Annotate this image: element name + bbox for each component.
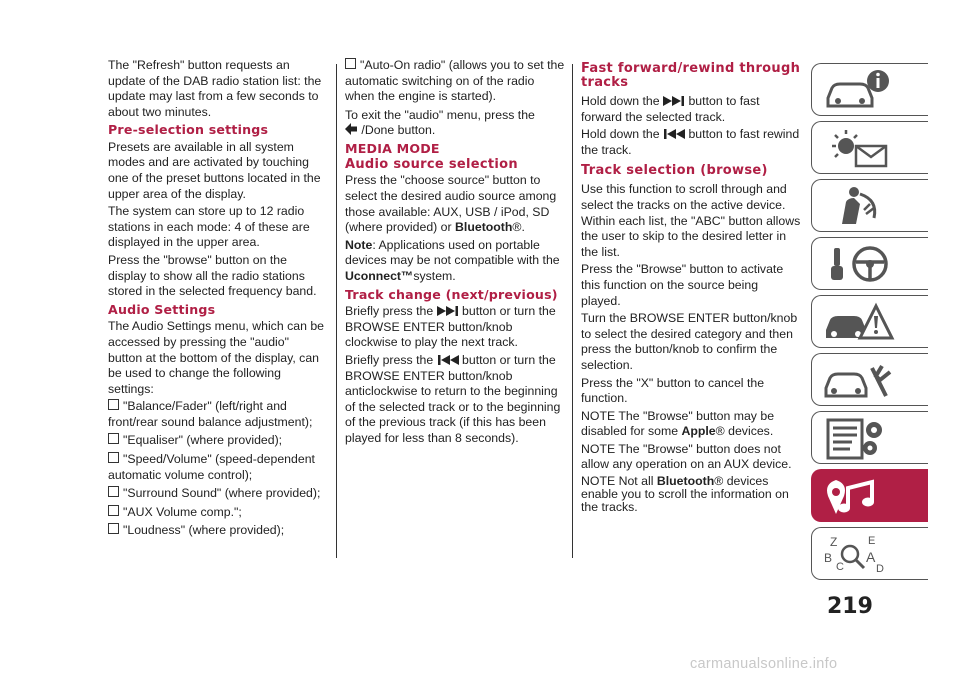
list-item: "Surround Sound" (where provided); [108,486,326,502]
bullet-box-icon [108,399,119,410]
tab-warning-lights[interactable] [811,121,928,174]
index-icon [820,532,900,576]
svg-text:C: C [836,561,844,573]
emergency-icon [820,300,900,344]
previous-track-icon [437,355,459,365]
tab-technical-data[interactable] [811,411,928,464]
list-item: "Loudness" (where provided); [108,523,326,539]
heading-track-selection-browse: Track selection (browse) [581,163,768,179]
watermark: carmanualsonline.info [690,656,838,672]
tab-emergency[interactable] [811,295,928,348]
warning-lights-icon [820,126,900,170]
tab-starting-driving[interactable] [811,237,928,290]
tab-multimedia[interactable] [811,469,928,522]
back-arrow-icon [345,123,358,135]
heading-audio-settings: Audio Settings [108,301,216,317]
bullet-box-icon [108,505,119,516]
starting-driving-icon [820,242,900,286]
paragraph: To exit the "audio" menu, press the /Done button. [345,107,535,138]
paragraph: Presets are available in all system modes and are activated by touching one of the preset buttons located in the upper area of the display. [108,139,321,201]
bullet-box-icon [108,486,119,497]
heading-audio-source-selection: Audio source selection [345,157,518,173]
column-1 [108,58,326,542]
paragraph: Press the "browse" button on the display to show all the radio stations stored in the selected frequency band. [108,253,317,299]
paragraph: Briefly press the button or turn the BROWSE ENTER button/knob anticlockwise to return to the beginning of the selected track or to the beginning of the previous track (if this has been played for less than 8 seconds). [345,352,561,445]
next-track-icon [437,306,459,316]
rewind-icon [663,129,685,139]
svg-text:A: A [866,549,876,565]
svg-text:D: D [876,563,884,575]
svg-text:E: E [868,535,876,547]
paragraph: Hold down the button to fast forward the selected track. [581,94,760,124]
note-paragraph: NOTE The "Browse" button does not allow any operation on an AUX device. [581,441,792,472]
column-divider [572,64,573,558]
heading-fast-forward-rewind: Fast forward/rewind through tracks [581,61,801,90]
tab-car-info[interactable] [811,63,928,116]
list-item: "Speed/Volume" (speed-dependent automatic volume control); [108,452,315,482]
paragraph: The Audio Settings menu, which can be accessed by pressing the "audio" button at the bottom of the display, can be used to change the following settings: [108,319,325,396]
bullet-box-icon [108,433,119,444]
paragraph: Briefly press the button or turn the BROWSE ENTER button/knob clockwise to play the next track. [345,304,556,350]
bullet-box-icon [345,58,356,69]
paragraph: Hold down the button to fast rewind the track. [581,127,800,157]
heading-preselection-settings: Pre-selection settings [108,122,269,138]
page-number: 219 [827,594,873,619]
paragraph: Use this function to scroll through and select the tracks on the active device. Within each list, the "ABC" button allows the user to skip to the desired letter in the list. [581,182,801,259]
list-item: "Equaliser" (where provided); [108,433,326,449]
multimedia-icon [820,474,900,518]
paragraph: Press the "Browse" button to activate this function on the source being played. [581,262,784,308]
paragraph: Turn the BROWSE ENTER button/knob to select the desired category and then press the button/knob to confirm the selection. [581,311,798,372]
heading-track-change: Track change (next/previous) [345,286,558,302]
bullet-box-icon [108,523,119,534]
note-paragraph: Note: Applications used on portable devices may be not compatible with the Uconnect™system. [345,237,560,284]
car-info-icon [820,68,900,112]
safety-airbag-icon [820,184,900,228]
column-2 [345,58,565,448]
paragraph: The system can store up to 12 radio stations in each mode: 4 of these are displayed in the upper area. [108,204,310,250]
tab-index[interactable] [811,527,928,580]
paragraph: The "Refresh" button requests an update of the DAB radio station list: the update may last from a few seconds to about two minutes. [108,58,322,119]
heading-media-mode: MEDIA MODE [345,140,440,156]
maintenance-icon [820,358,900,402]
column-divider [336,64,337,558]
technical-data-icon [820,416,900,460]
svg-text:B: B [824,551,833,565]
tab-safety[interactable] [811,179,928,232]
list-item: "Balance/Fader" (left/right and front/rear sound balance adjustment); [108,399,313,429]
fast-forward-icon [663,96,685,106]
list-item: "Auto-On radio" (allows you to set the automatic switching on of the radio when the engine is started). [345,58,565,104]
note-paragraph: NOTE The "Browse" button may be disabled for some Apple® devices. [581,408,775,439]
svg-text:Z: Z [830,535,838,549]
tab-maintenance[interactable] [811,353,928,406]
note-paragraph: NOTE Not all Bluetooth® devices enable you to scroll the information on the tracks. [581,474,789,515]
list-item: "AUX Volume comp."; [108,505,326,521]
bullet-box-icon [108,452,119,463]
column-3 [581,58,801,516]
paragraph: Press the "X" button to cancel the function. [581,375,765,406]
paragraph: Press the "choose source" button to select the desired audio source among those available: AUX, USB / iPod, SD (where provided) or Bluetooth®. [345,173,557,235]
